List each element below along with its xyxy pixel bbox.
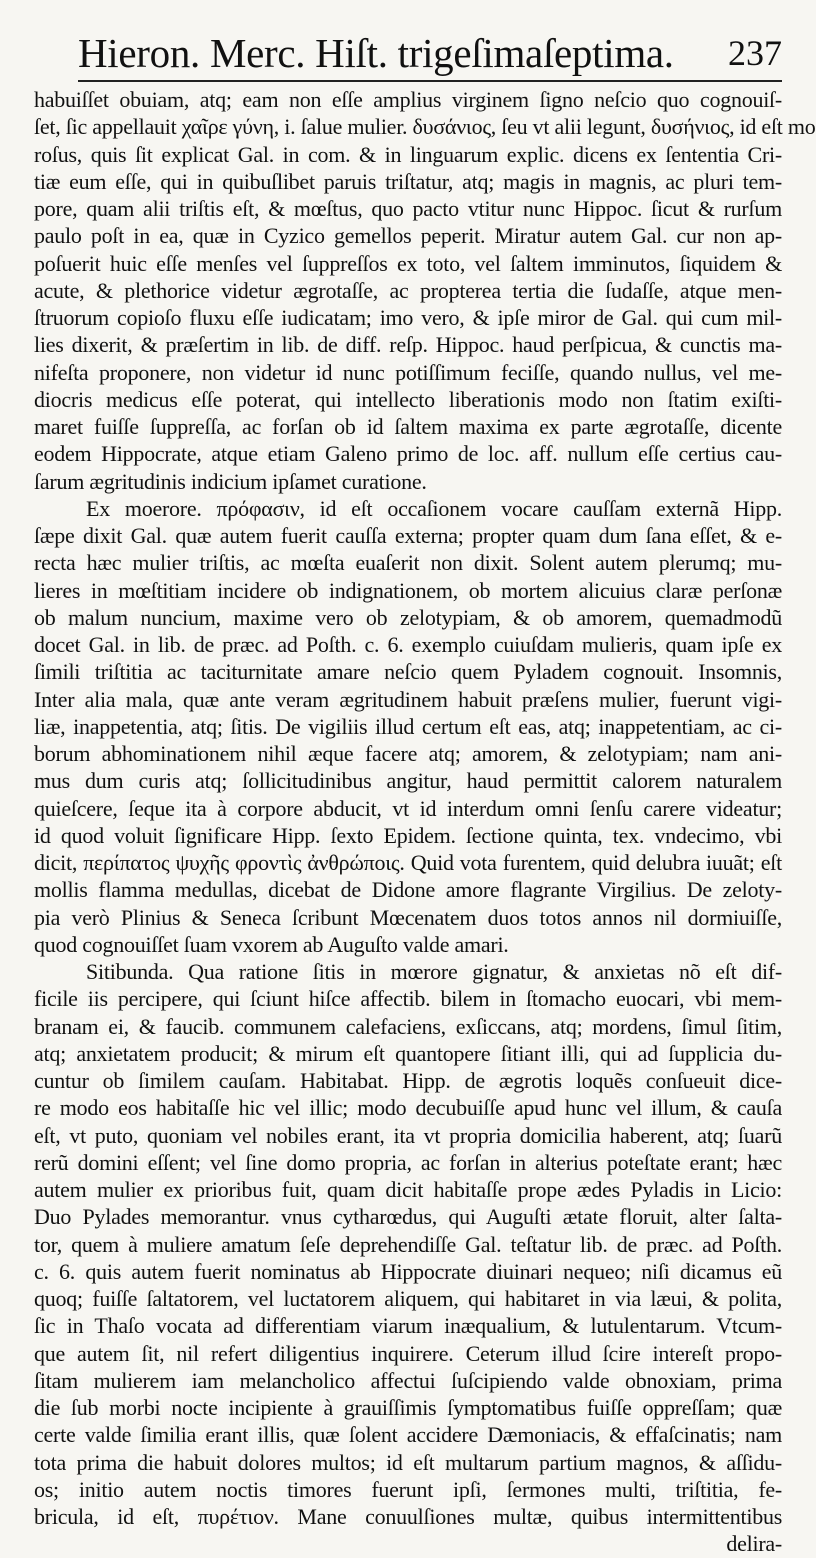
text-line: diocris medicus eſſe poterat, qui intellecto liberationis modo non ſtatim exiſti-: [34, 386, 782, 412]
text-line: re modo eos habitaſſe hic vel illic; modo decubuiſſe apud hunc vel illum, & cauſa: [34, 1095, 782, 1121]
text-line: os; initio autem noctis timores fuerunt ipſi, ſermones multi, triſtitia, fe-: [34, 1476, 782, 1502]
text-line: poſuerit huic eſſe menſes vel ſuppreſſos ex toto, vel ſaltem imminutos, ſiquidem &: [34, 250, 782, 276]
text-line: delira-: [726, 1531, 782, 1557]
text-line: ob malum nuncium, maxime vero ob zelotypiam, & ob amorem, quemadmodũ: [34, 604, 782, 630]
text-line: autem mulier ex prioribus fuit, quam dicit habitaſſe prope ædes Pyladis in Licio:: [34, 1177, 782, 1202]
page-header: [78, 24, 782, 82]
text-line: roſus, quis ſit explicat Gal. in com. & in linguarum explic. dicens ex ſententia Cri-: [34, 141, 782, 167]
text-line: mollis flamma medullas, dicebat de Didone amore flagrante Virgilius. De zeloty-: [34, 877, 782, 903]
text-line: ſitam mulierem iam melancholico affectui ſuſcipiendo valde obnoxiam, prima: [34, 1367, 782, 1393]
text-line: eodem Hippocrate, atque etiam Galeno primo de loc. aff. nullum eſſe certius cau-: [34, 441, 782, 467]
text-line: ficile iis percipere, qui ſciunt hiſce affectib. bilem in ſtomacho euocari, vbi mem-: [34, 986, 782, 1012]
text-line: ſet, ſic appellauit χαῖρε γύνη, i. ſalue mulier. δυσάνιος, ſeu vt alii legunt, δυσήνιος, id eſt mo: [34, 114, 816, 140]
text-line: tota prima die habuit dolores multos; id eſt multarum partium magnos, & aſſidu-: [34, 1449, 782, 1475]
text-line: dicit, περίπατος ψυχῆς φροντὶς ἀνθρώποις. Quid vota furentem, quid delubra iuuãt; eſt: [34, 850, 782, 875]
text-line: id quod voluit ſignificare Hipp. ſexto Epidem. ſectione quinta, tex. vndecimo, vbi: [34, 822, 782, 848]
text-line: lieres in mœſtitiam incidere ob indignationem, ob mortem alicuius claræ perſonæ: [34, 577, 782, 603]
text-line: quod cognouiſſet ſuam vxorem ab Auguſto valde amari.: [34, 931, 509, 957]
text-line: Ex moerore. πρόφασιν, id eſt occaſionem vocare cauſſam externã Hipp.: [86, 495, 782, 521]
text-line: ſtruorum copioſo fluxu eſſe iudicatam; imo vero, & ipſe miror de Gal. qui cum mil-: [34, 305, 782, 330]
text-line: quieſcere, ſeque ita à corpore abducit, vt id interdum omni ſenſu carere videatur;: [34, 795, 782, 821]
text-line: Duo Pylades memorantur. vnus cytharœdus, qui Auguſti ætate floruit, alter ſalta-: [34, 1204, 782, 1230]
text-line: tor, quem à muliere amatum ſeſe deprehendiſſe Gal. teſtatur lib. de præc. ad Poſth.: [34, 1231, 782, 1257]
text-line: pore, quam alii triſtis eſt, & mœſtus, quo pacto vtitur nunc Hippoc. ſicut & rurſum: [34, 196, 782, 221]
text-line: Sitibunda. Qua ratione ſitis in mœrore gignatur, & anxietas nõ eſt dif-: [86, 959, 782, 984]
text-line: cuntur ob ſimilem cauſam. Habitabat. Hipp. de ægrotis loquẽs conſueuit dice-: [34, 1068, 782, 1093]
running-title: Hieron. Merc. Hiſt. trigeſimaſeptima.: [78, 30, 674, 76]
text-line: liæ, inappetentia, atq; ſitis. De vigiliis illud certum eſt eas, atq; inappetentiam, ac ci-: [34, 713, 782, 739]
text-line: branam ei, & faucib. communem calefaciens, exſiccans, atq; mordens, ſimul ſitim,: [34, 1013, 782, 1039]
text-line: mus dum curis atq; ſollicitudinibus angitur, haud permittit calorem naturalem: [34, 768, 782, 794]
text-line: certe valde ſimilia erant illis, quæ ſolent accidere Dæmoniacis, & effaſcinatis; nam: [34, 1422, 782, 1448]
text-line: borum abhominationem nihil æque facere atq; amorem, & zelotypiam; nam ani-: [34, 741, 782, 766]
text-line: habuiſſet obuiam, atq; eam non eſſe amplius virginem ſigno neſcio quo cognouiſ-: [34, 87, 782, 112]
body-text: [34, 86, 816, 1557]
text-line: rerũ domini eſſent; vel ſine domo propria, ac forſan in alterius poteſtate erant; hæc: [34, 1149, 782, 1175]
text-line: Inter alia mala, quæ ante veram ægritudinem habuit præſens mulier, fuerunt vigi-: [34, 686, 782, 712]
text-line: acute, & plethorice videtur ægrotaſſe, ac propterea tertia die ſudaſſe, atque men-: [34, 277, 782, 303]
text-line: atq; anxietatem producit; & mirum eſt quantopere ſitiant illi, qui ad ſupplicia du-: [34, 1040, 782, 1066]
text-line: paulo poſt in ea, quæ in Cyzico gemellos peperit. Miratur autem Gal. cur non ap-: [34, 223, 782, 249]
text-line: maret fuiſſe ſuppreſſa, ac forſan ob id ſaltem maxima ex parte ægrotaſſe, dicente: [34, 414, 782, 439]
text-line: docet Gal. in lib. de præc. ad Poſth. c. 6. exemplo cuiuſdam mulieris, quam ipſe ex: [34, 632, 782, 657]
text-line: quoq; fuiſſe ſaltatorem, vel luctatorem aliquem, qui habitaret in via læui, & polita,: [34, 1286, 782, 1311]
text-line: pia verò Plinius & Seneca ſcribunt Mœcenatem duos totos annos nil dormiuiſſe,: [34, 904, 782, 930]
text-line: lies dixerit, & præſertim in lib. de diff. reſp. Hippoc. haud perſpicua, & cunctis ma-: [34, 332, 782, 358]
text-line: tiæ eum eſſe, qui in quibuſlibet paruis triſtatur, atq; magis in magnis, ac pluri tem-: [34, 168, 782, 194]
text-line: ſic in Thaſo vocata ad differentiam viarum inæqualium, & lutulentarum. Vtcum-: [34, 1313, 782, 1339]
text-line: que autem ſit, nil refert diligentius inquirere. Ceterum illud ſcire intereſt propo-: [34, 1340, 782, 1366]
text-line: bricula, id eſt, πυρέτιον. Mane conuulſiones multæ, quibus intermittentibus: [34, 1504, 782, 1529]
text-line: die ſub morbi nocte incipiente à grauiſſimis ſymptomatibus fuiſſe oppreſſam; quæ: [34, 1395, 782, 1420]
text-line: ſæpe dixit Gal. quæ autem fuerit cauſſa externa; propter quam dum ſana eſſet, & e-: [34, 523, 782, 548]
text-line: ſimili triſtitia ac taciturnitate amare neſcio quem Pyladem cognouit. Insomnis,: [34, 659, 782, 685]
text-line: recta hæc mulier triſtis, ac mœſta euaſerit non dixit. Solent autem plerumq; mu-: [34, 550, 782, 576]
text-line: eſt, vt puto, quoniam vel nobiles erant, ita vt propria domicilia haberent, atq; ſuarũ: [34, 1122, 782, 1148]
text-line: c. 6. quis autem fuerit nominatus ab Hippocrate diuinari nequeo; niſi dicamus eũ: [34, 1258, 782, 1284]
text-line: ſarum ægritudinis indicium ipſamet curatione.: [34, 468, 427, 494]
page-number: 237: [728, 33, 782, 73]
text-line: nifeſta proponere, non videtur id nunc potiſſimum feciſſe, quando nullus, vel me-: [34, 359, 782, 385]
